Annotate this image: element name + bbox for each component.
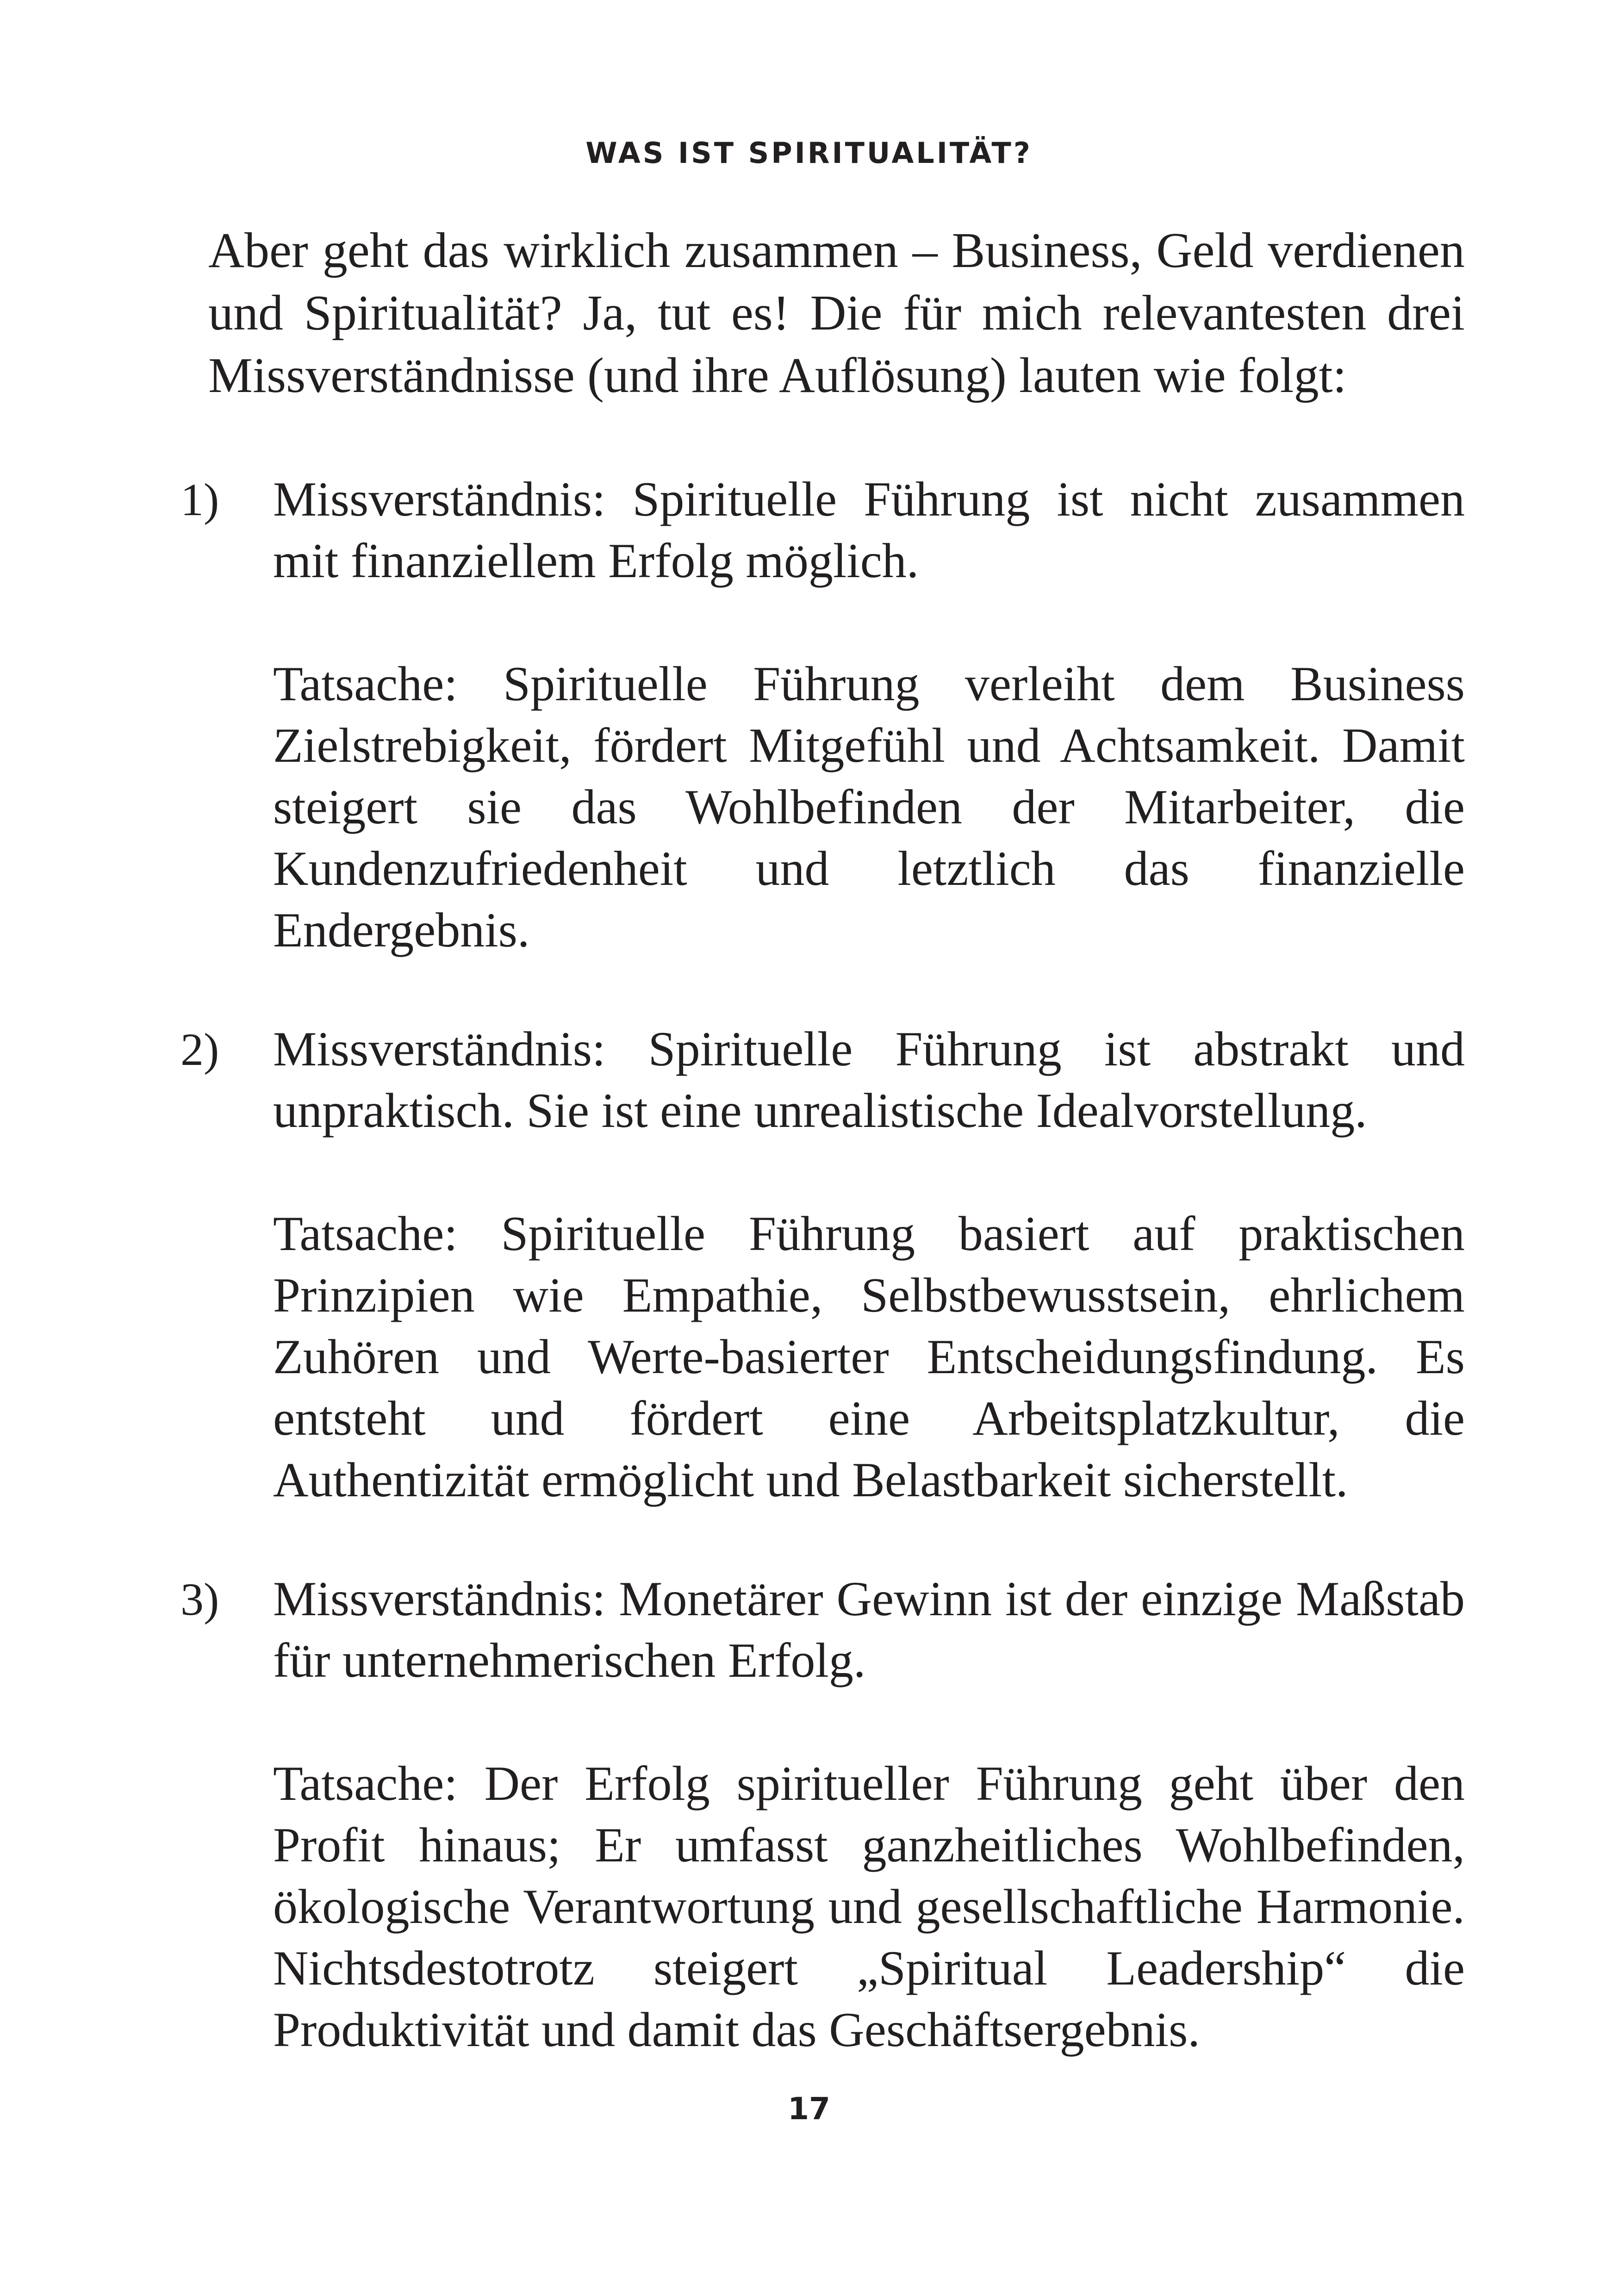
- list-item: [180, 1018, 1465, 1511]
- list-item-number: 2): [180, 1024, 219, 1075]
- misconception-text: Missverständnis: Spirituelle Führung ist abstrakt und unpraktisch. Sie ist eine unrealistische Idealvorstellung.: [273, 1022, 1465, 1138]
- page-number: 17: [788, 2091, 830, 2127]
- intro-paragraph: Aber geht das wirklich zusammen – Business, Geld verdienen und Spiritualität? Ja, tut es! Die für mich relevantesten drei Missverständnisse (und ihre Auflösung) lauten wie folgt:: [208, 223, 1465, 403]
- misconception-text: Missverständnis: Monetärer Gewinn ist der einzige Maßstab für unternehmerischen Erfolg.: [273, 1572, 1465, 1687]
- fact-text: Tatsache: Der Erfolg spiritueller Führung geht über den Profit hinaus; Er umfasst ganzheitliches Wohlbefinden, ökologische Verantwortung und gesellschaftliche Harmonie. Nichtsdestotrotz steigert „Spiritual Leadership“ die Produktivität und damit das Geschäftsergebnis.: [273, 1756, 1465, 2057]
- list-item: [180, 1568, 1465, 2060]
- fact-text: Tatsache: Spirituelle Führung verleiht dem Business Zielstrebigkeit, fördert Mitgefühl und Achtsamkeit. Damit steigert sie das Wohlbefinden der Mitarbeiter, die Kundenzufriedenheit und letztlich das finanzielle Endergebnis.: [273, 657, 1465, 957]
- list-item-number: 1): [180, 474, 219, 525]
- list-item-number: 3): [180, 1574, 219, 1625]
- misconception-text: Missverständnis: Spirituelle Führung ist nicht zusammen mit finanziellem Erfolg möglich.: [273, 472, 1465, 588]
- fact-text: Tatsache: Spirituelle Führung basiert auf praktischen Prinzipien wie Empathie, Selbstbewusstsein, ehrlichem Zuhören und Werte-basierter Entscheidungsfindung. Es entsteht und fördert eine Arbeitsplatzkultur, die Authentizität ermöglicht und Belastbarkeit sicherstellt.: [273, 1207, 1465, 1507]
- list-item: [180, 468, 1465, 961]
- running-head: WAS IST SPIRITUALITÄT?: [585, 136, 1033, 170]
